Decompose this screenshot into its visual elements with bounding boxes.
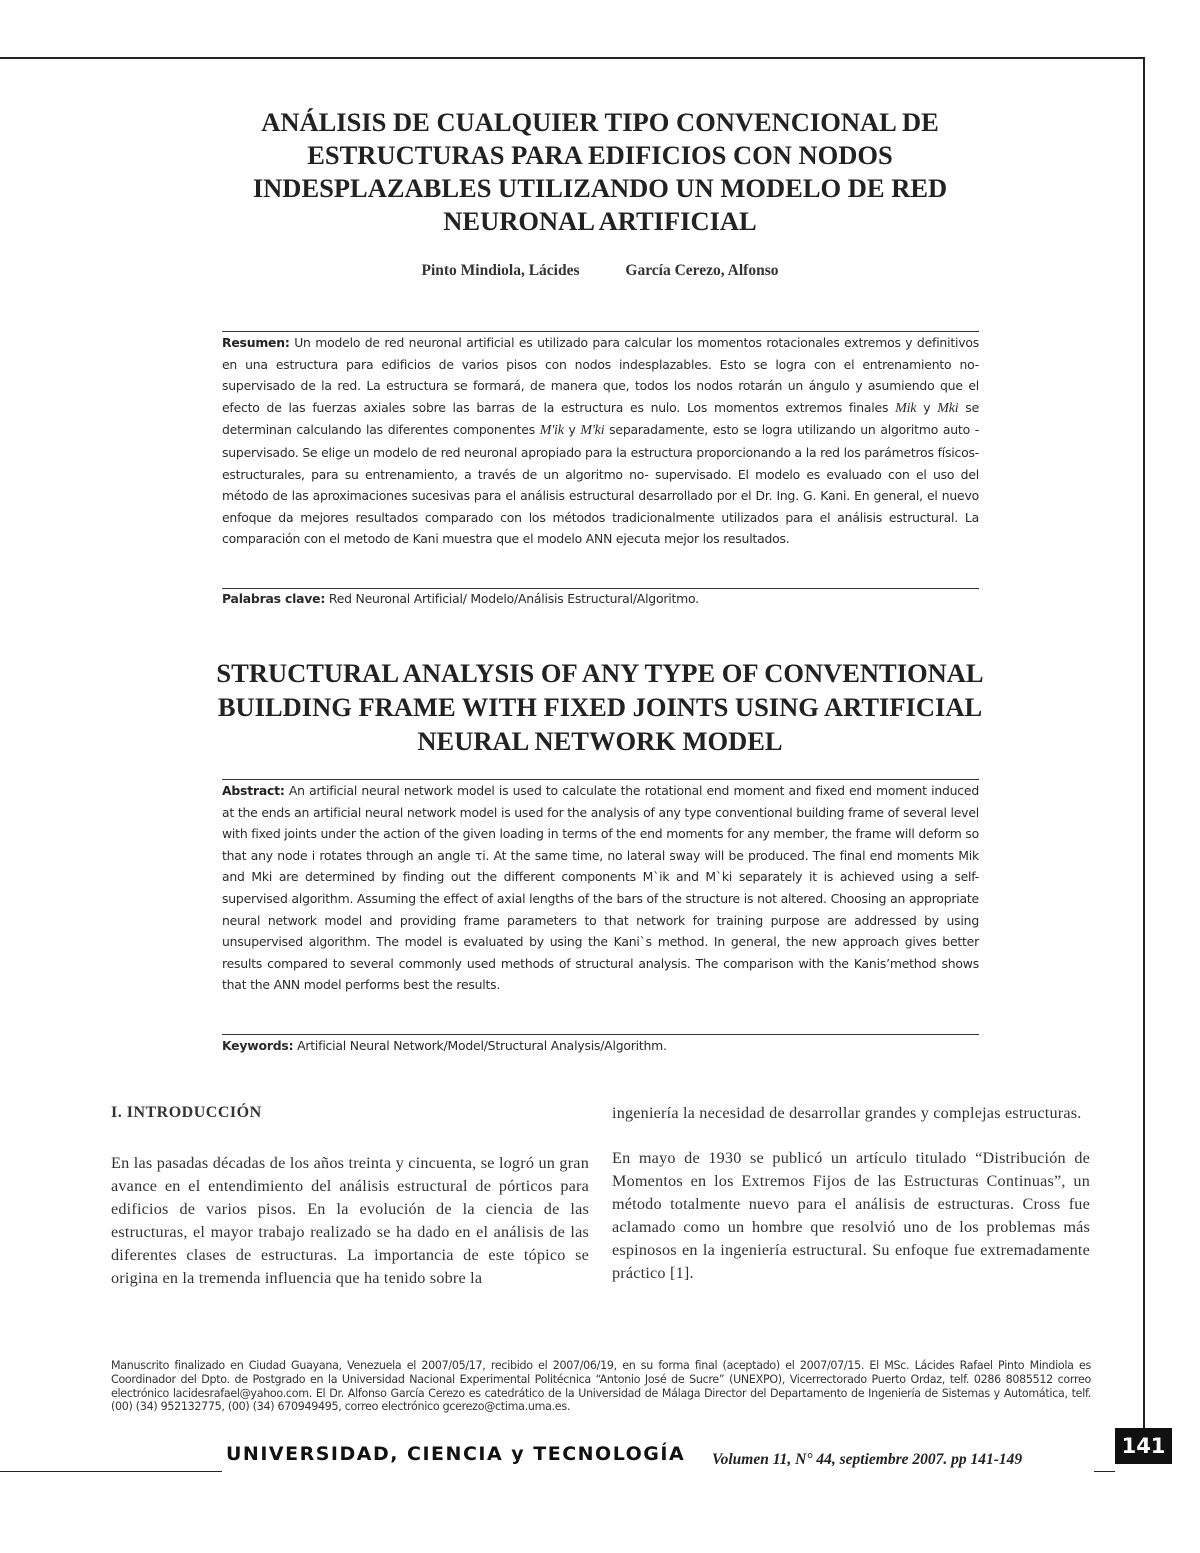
symbol-m-prime-ik: M'ik xyxy=(539,423,564,439)
keywords xyxy=(222,1038,979,1053)
palabras-clave-rule xyxy=(222,588,979,589)
resumen-text-5: separadamente, esto se logra utilizando un algoritmo auto - supervisado. Se elige un modelo de red neuronal apropiado para la estructura proporcionando a la red los parámetros físicos- estructurales, para su entrenamiento, a través de un algoritmo no- supervisado. El modelo es evaluado con el uso del método de las aproximaciones sucesivas para el análisis estructural desarrollado por el Dr. Ing. G. Kani. En general, el nuevo enfoque da mejores resultados comparado con los métodos tradicionalmente utilizados para el análisis estructural. La comparación con el metodo de Kani muestra que el modelo ANN ejecuta mejor los resultados. xyxy=(222,422,979,547)
resumen-paragraph xyxy=(222,332,979,550)
palabras-clave xyxy=(222,591,979,606)
palabras-clave-label: Palabras clave: xyxy=(222,591,326,606)
resumen-text-2: y xyxy=(916,399,938,415)
abstract-paragraph xyxy=(222,780,979,996)
journal-name: UNIVERSIDAD, CIENCIA y TECNOLOGÍA xyxy=(226,1443,686,1465)
title-spanish: ANÁLISIS DE CUALQUIER TIPO CONVENCIONAL DE ESTRUCTURAS PARA EDIFICIOS CON NODOS INDESPLAZABLES UTILIZANDO UN MODELO DE RED NEURONAL ARTIFICIAL xyxy=(252,107,948,236)
intro-paragraph-1-cont: ingeniería la necesidad de desarrollar grandes y complejas estructuras. xyxy=(612,1104,1082,1122)
resumen-label: Resumen: xyxy=(222,335,290,350)
manuscript-footnote: Manuscrito finalizado en Ciudad Guayana, Venezuela el 2007/05/17, recibido el 2007/06/19, en su forma final (aceptado) el 2007/07/15. El MSc. Lácides Rafael Pinto Mindiola es Coordinador del Dpto. de Postgrado en la Universidad Nacional Experimental Politécnica “Antonio José de Sucre” (UNEXPO), Vicerrectorado Puerto Ordaz, telf. 0286 8085512 correo electrónico lacidesrafael@yahoo.com. El Dr. Alfonso García Cerezo es catedrático de la Universidad de Málaga Director del Departamento de Ingeniería de Sistemas y Automática, telf. (00) (34) 952132775, (00) (34) 670949495, correo electrónico gcerezo@ctima.uma.es. xyxy=(111,1359,1091,1414)
keywords-text: Artificial Neural Network/Model/Structural Analysis/Algorithm. xyxy=(293,1038,667,1053)
keywords-rule xyxy=(222,1034,979,1035)
abstract-text: An artificial neural network model is used to calculate the rotational end moment and fixed end moment induced at the ends an artificial neural network model is used for the analysis of any type conventional building frame of several level with fixed joints under the action of the given loading in terms of the end moments for any member, the frame will deform so that any node i rotates through an angle τi. At the same time, no lateral sway will be produced. The final end moments Mik and Mki are determined by finding out the different components M`ik and M`ki separately it is achieved using a self-supervised algorithm. Assuming the effect of axial lengths of the bars of the structure is not altered. Choosing an appropriate neural network model and providing frame parameters to that network for training purpose are addressed by using unsupervised algorithm. The model is evaluated by using the Kani`s method. In general, the new approach gives better results compared to several commonly used methods of structural analysis. The comparison with the Kanis’method shows that the ANN model performs best the results. xyxy=(222,783,979,993)
keywords-label: Keywords: xyxy=(222,1038,294,1053)
column-right xyxy=(612,1102,1090,1285)
palabras-clave-text: Red Neuronal Artificial/ Modelo/Análisis Estructural/Algoritmo. xyxy=(325,591,699,606)
section-heading: I. INTRODUCCIÓN xyxy=(111,1104,262,1121)
footer-rule-left xyxy=(0,1471,222,1472)
intro-paragraph-1: En las pasadas décadas de los años treinta y cincuenta, se logró un gran avance en el entendimiento del análisis estructural de pórticos para edificios de varios pisos. En la evolución de la ciencia de las estructuras, el mayor trabajo realizado se ha dado en el análisis de las diferentes clases de estructuras. La importancia de este tópico se origina en la tremenda influencia que ha tenido sobre la xyxy=(111,1154,589,1287)
resumen-text-4: y xyxy=(563,422,581,438)
footer-rule-right xyxy=(1094,1471,1115,1472)
symbol-mki: Mki xyxy=(937,400,959,416)
column-left xyxy=(111,1102,589,1290)
symbol-mik: Mik xyxy=(895,400,917,416)
intro-paragraph-2: En mayo de 1930 se publicó un artículo titulado “Distribución de Momentos en los Extremos Fijos de las Estructuras Continuas”, un método totalmente nuevo para el análisis de estructuras. Cross fue aclamado como un hombre que resolvió uno de los problemas más espinosos en la ingeniería estructural. Su enfoque fue extremadamente práctico [1]. xyxy=(612,1149,1090,1282)
resumen-text-3: se determinan calculando las diferentes componentes xyxy=(222,399,979,438)
page-number: 141 xyxy=(1115,1428,1172,1464)
authors xyxy=(0,262,1200,280)
title-english: STRUCTURAL ANALYSIS OF ANY TYPE OF CONVENTIONAL BUILDING FRAME WITH FIXED JOINTS USING ARTIFICIAL NEURAL NETWORK MODEL xyxy=(216,658,984,756)
symbol-m-prime-ki: M'ki xyxy=(580,423,605,439)
frame-top-rule xyxy=(0,57,1145,59)
volume-info: Volumen 11, N° 44, septiembre 2007. pp 141-149 xyxy=(712,1451,1023,1468)
author-2: García Cerezo, Alfonso xyxy=(625,262,779,279)
author-1: Pinto Mindiola, Lácides xyxy=(421,262,580,279)
abstract-label: Abstract: xyxy=(222,783,285,798)
resumen-text-1: Un modelo de red neuronal artificial es utilizado para calcular los momentos rotacionales extremos y definitivos en una estructura para edificios de varios pisos con nodos indesplazables. Esto se logra con el entrenamiento no- supervisado de la red. La estructura se formará, de manera que, todos los nodos rotarán un ángulo y asumiendo que el efecto de las fuerzas axiales sobre las barras de la estructura es nulo. Los momentos extremos finales xyxy=(222,335,979,415)
